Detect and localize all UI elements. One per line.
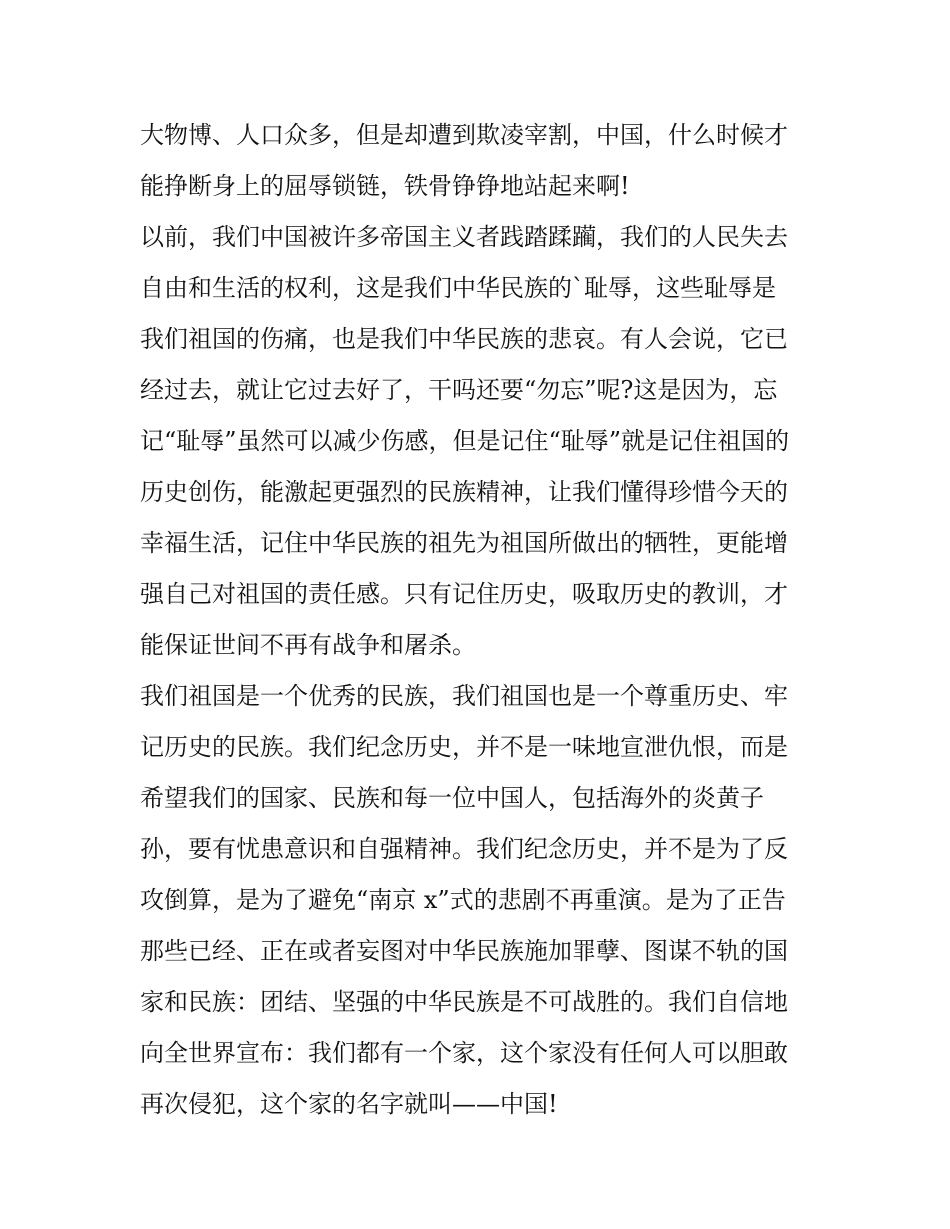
text-line: 孙，要有忧患意识和自强精神。我们纪念历史，并不是为了反 [140, 835, 788, 863]
document-body [140, 110, 820, 1130]
text-line: 幸福生活，记住中华民族的祖先为祖国所做出的牺牲，更能增 [140, 529, 788, 557]
text-line: 能保证世间不再有战争和屠杀。 [140, 631, 476, 659]
text-line: 家和民族：团结、坚强的中华民族是不可战胜的。我们自信地 [140, 988, 788, 1016]
text-line: 能挣断身上的屈辱锁链，铁骨铮铮地站起来啊! [140, 172, 630, 200]
text-line: 向全世界宣布：我们都有一个家，这个家没有任何人可以胆敢 [140, 1039, 788, 1067]
text-line: 我们祖国是一个优秀的民族，我们祖国也是一个尊重历史、牢 [140, 682, 788, 710]
text-line: 以前，我们中国被许多帝国主义者践踏蹂躏，我们的人民失去 [140, 223, 788, 251]
text-line: 记“耻辱”虽然可以减少伤感，但是记住“耻辱”就是记住祖国的 [140, 427, 790, 455]
text-line: 再次侵犯，这个家的名字就叫——中国! [140, 1090, 558, 1118]
text-line: 那些已经、正在或者妄图对中华民族施加罪孽、图谋不轨的国 [140, 937, 788, 965]
text-line: 我们祖国的伤痛，也是我们中华民族的悲哀。有人会说，它已 [140, 325, 788, 353]
text-line: 攻倒算，是为了避免“南京 x”式的悲剧不再重演。是为了正告 [140, 886, 786, 914]
text-line: 自由和生活的权利，这是我们中华民族的`耻辱，这些耻辱是 [140, 274, 776, 302]
text-line: 希望我们的国家、民族和每一位中国人，包括海外的炎黄子 [140, 784, 764, 812]
text-line: 经过去，就让它过去好了，干吗还要“勿忘”呢?这是因为，忘 [140, 376, 778, 404]
text-line: 记历史的民族。我们纪念历史，并不是一味地宣泄仇恨，而是 [140, 733, 788, 761]
text-line: 大物博、人口众多，但是却遭到欺凌宰割，中国，什么时候才 [140, 121, 788, 149]
text-line: 历史创伤，能激起更强烈的民族精神，让我们懂得珍惜今天的 [140, 478, 788, 506]
text-line: 强自己对祖国的责任感。只有记住历史，吸取历史的教训，才 [140, 580, 788, 608]
